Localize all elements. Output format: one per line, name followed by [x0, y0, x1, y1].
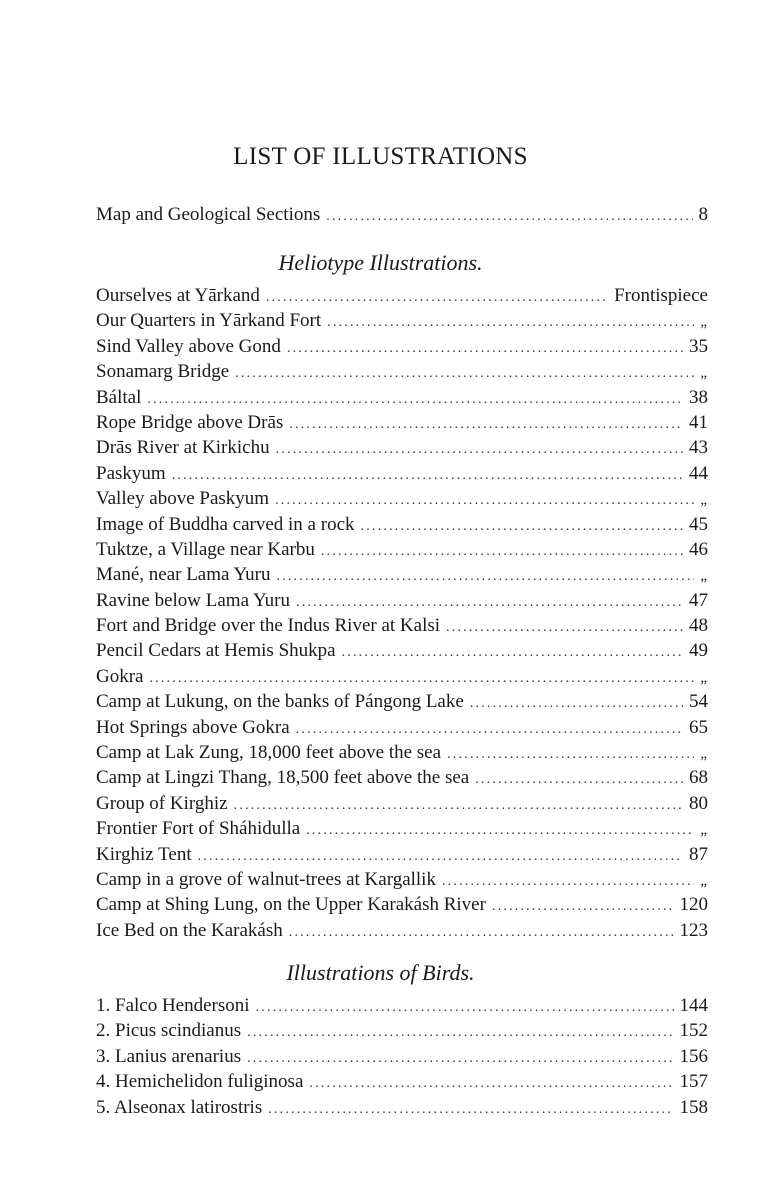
- toc-entry-page: 45: [689, 513, 708, 535]
- toc-entry-page: 68: [689, 767, 708, 789]
- toc-entry-title: Group of Kirghiz: [96, 792, 228, 814]
- dot-leader: [276, 564, 694, 587]
- toc-entry: [96, 765, 708, 790]
- map-entry-list: [96, 202, 708, 227]
- toc-entry-page: 157: [679, 1071, 708, 1093]
- toc-entry: [96, 918, 708, 943]
- toc-entry-page: 120: [679, 894, 708, 916]
- toc-entry: [96, 410, 708, 435]
- toc-entry-page: 87: [689, 843, 708, 865]
- toc-entry-title: Frontier Fort of Sháhidulla: [96, 818, 301, 840]
- bird-illustrations-list: [96, 993, 708, 1120]
- toc-entry-page: „: [700, 492, 708, 509]
- dot-leader: [306, 818, 694, 841]
- toc-entry-page: 80: [689, 792, 708, 814]
- dot-leader: [149, 666, 694, 689]
- toc-entry-title: Our Quarters in Yārkand Fort: [96, 310, 322, 332]
- toc-entry-page: „: [700, 872, 708, 889]
- toc-entry: [96, 740, 708, 765]
- toc-entry-page: Frontispiece: [614, 285, 708, 306]
- toc-entry-page: 65: [689, 716, 708, 738]
- toc-entry-title: Camp in a grove of walnut-trees at Kargallik: [96, 868, 436, 890]
- toc-entry: [96, 385, 708, 410]
- toc-entry: [96, 638, 708, 663]
- toc-entry-page: 48: [689, 615, 708, 637]
- toc-entry-title: Sind Valley above Gond: [96, 335, 281, 357]
- toc-entry: [96, 537, 708, 562]
- toc-entry-title: Image of Buddha carved in a rock: [96, 513, 355, 535]
- dot-leader: [147, 387, 683, 410]
- toc-entry-page: 123: [679, 919, 708, 941]
- toc-entry: [96, 892, 708, 917]
- toc-entry-title: Tuktze, a Village near Karbu: [96, 538, 315, 560]
- heliotype-illustrations-list: [96, 283, 708, 943]
- dot-leader: [289, 412, 683, 435]
- dot-leader: [296, 717, 683, 740]
- toc-entry-page: 49: [689, 640, 708, 662]
- toc-entry-title: Ravine below Lama Yuru: [96, 589, 290, 611]
- toc-entry-title: Paskyum: [96, 462, 166, 484]
- toc-entry: [96, 359, 708, 384]
- dot-leader: [475, 767, 683, 790]
- toc-entry: [96, 993, 708, 1018]
- toc-entry-map: [96, 202, 708, 227]
- toc-entry-title: Camp at Shing Lung, on the Upper Karakásh River: [96, 894, 486, 916]
- toc-entry: [96, 1069, 708, 1094]
- toc-entry: [96, 867, 708, 892]
- toc-entry: [96, 1095, 708, 1120]
- toc-entry-page: 54: [689, 691, 708, 713]
- dot-leader: [234, 793, 683, 816]
- toc-entry-title: Valley above Paskyum: [96, 488, 270, 510]
- dot-leader: [361, 514, 683, 537]
- dot-leader: [442, 869, 694, 892]
- toc-entry-title: 4. Hemichelidon fuliginosa: [96, 1071, 304, 1093]
- toc-entry-title: Rope Bridge above Drās: [96, 411, 284, 433]
- dot-leader: [447, 742, 694, 765]
- toc-entry: [96, 486, 708, 511]
- section-heading-birds: Illustrations of Birds.: [286, 960, 475, 985]
- toc-entry: [96, 512, 708, 537]
- dot-leader: [492, 894, 674, 917]
- toc-entry: [96, 435, 708, 460]
- toc-entry: [96, 334, 708, 359]
- dot-leader: [326, 204, 692, 227]
- toc-entry-page: 44: [689, 462, 708, 484]
- dot-leader: [342, 640, 683, 663]
- toc-entry-title: Báltal: [96, 386, 142, 408]
- toc-entry: [96, 461, 708, 486]
- dot-leader: [268, 1097, 673, 1120]
- dot-leader: [287, 336, 683, 359]
- dot-leader: [256, 995, 674, 1018]
- toc-entry-title: Camp at Lukung, on the banks of Pángong Lake: [96, 691, 464, 713]
- toc-entry-title: Pencil Cedars at Hemis Shukpa: [96, 640, 336, 662]
- dot-leader: [446, 615, 683, 638]
- toc-entry-page: „: [700, 314, 708, 331]
- toc-entry: [96, 791, 708, 816]
- toc-entry-page: „: [700, 746, 708, 763]
- toc-entry-title: 3. Lanius arenarius: [96, 1045, 242, 1067]
- toc-entry-page: 41: [689, 411, 708, 433]
- toc-entry-page: 144: [679, 995, 708, 1016]
- page-title: LIST OF ILLUSTRATIONS: [233, 143, 528, 170]
- toc-entry: [96, 816, 708, 841]
- toc-entry-page: 43: [689, 437, 708, 459]
- dot-leader: [309, 1071, 673, 1094]
- section-heading-heliotype: Heliotype Illustrations.: [278, 250, 483, 275]
- toc-entry: [96, 1018, 708, 1043]
- toc-entry-page: 156: [679, 1045, 708, 1067]
- toc-entry: [96, 588, 708, 613]
- toc-entry-page: „: [700, 669, 708, 686]
- toc-entry: [96, 842, 708, 867]
- toc-entry-title: Drās River at Kirkichu: [96, 437, 270, 459]
- toc-entry-title: 2. Picus scindianus: [96, 1020, 242, 1042]
- toc-entry-page: 158: [679, 1096, 708, 1118]
- toc-entry: [96, 715, 708, 740]
- toc-entry: [96, 689, 708, 714]
- toc-entry-title: Ice Bed on the Karakásh: [96, 919, 283, 941]
- toc-entry-page: „: [700, 822, 708, 839]
- toc-entry: [96, 1044, 708, 1069]
- toc-entry: [96, 664, 708, 689]
- toc-entry-title: Ourselves at Yārkand: [96, 285, 260, 306]
- toc-entry-title: 1. Falco Hendersoni: [96, 995, 250, 1016]
- toc-entry-page: „: [700, 365, 708, 382]
- toc-entry-title: Camp at Lak Zung, 18,000 feet above the sea: [96, 742, 442, 764]
- dot-leader: [296, 590, 683, 613]
- dot-leader: [235, 361, 694, 384]
- dot-leader: [198, 844, 683, 867]
- dot-leader: [266, 285, 608, 308]
- toc-entry-title: Kirghiz Tent: [96, 843, 192, 865]
- dot-leader: [275, 488, 694, 511]
- dot-leader: [276, 437, 683, 460]
- toc-entry-page: 8: [698, 204, 708, 225]
- dot-leader: [289, 920, 674, 943]
- dot-leader: [327, 310, 694, 333]
- toc-entry: [96, 308, 708, 333]
- toc-entry-page: 35: [689, 335, 708, 357]
- toc-entry-title: Gokra: [96, 665, 144, 687]
- toc-entry-title: Camp at Lingzi Thang, 18,500 feet above the sea: [96, 767, 470, 789]
- dot-leader: [172, 463, 683, 486]
- toc-entry-page: 46: [689, 538, 708, 560]
- toc-entry-title: 5. Alseonax latirostris: [96, 1096, 263, 1118]
- toc-entry: [96, 283, 708, 308]
- dot-leader: [247, 1046, 673, 1069]
- toc-entry-title: Map and Geological Sections: [96, 204, 321, 225]
- toc-entry-page: 38: [689, 386, 708, 408]
- toc-entry-title: Mané, near Lama Yuru: [96, 564, 271, 586]
- toc-entry-page: „: [700, 568, 708, 585]
- toc-entry-title: Sonamarg Bridge: [96, 361, 230, 383]
- dot-leader: [470, 691, 683, 714]
- dot-leader: [247, 1020, 673, 1043]
- dot-leader: [321, 539, 683, 562]
- toc-entry-title: Hot Springs above Gokra: [96, 716, 290, 738]
- toc-entry: [96, 562, 708, 587]
- toc-entry-title: Fort and Bridge over the Indus River at Kalsi: [96, 615, 441, 637]
- toc-entry-page: 47: [689, 589, 708, 611]
- toc-entry-page: 152: [679, 1020, 708, 1042]
- toc-entry: [96, 613, 708, 638]
